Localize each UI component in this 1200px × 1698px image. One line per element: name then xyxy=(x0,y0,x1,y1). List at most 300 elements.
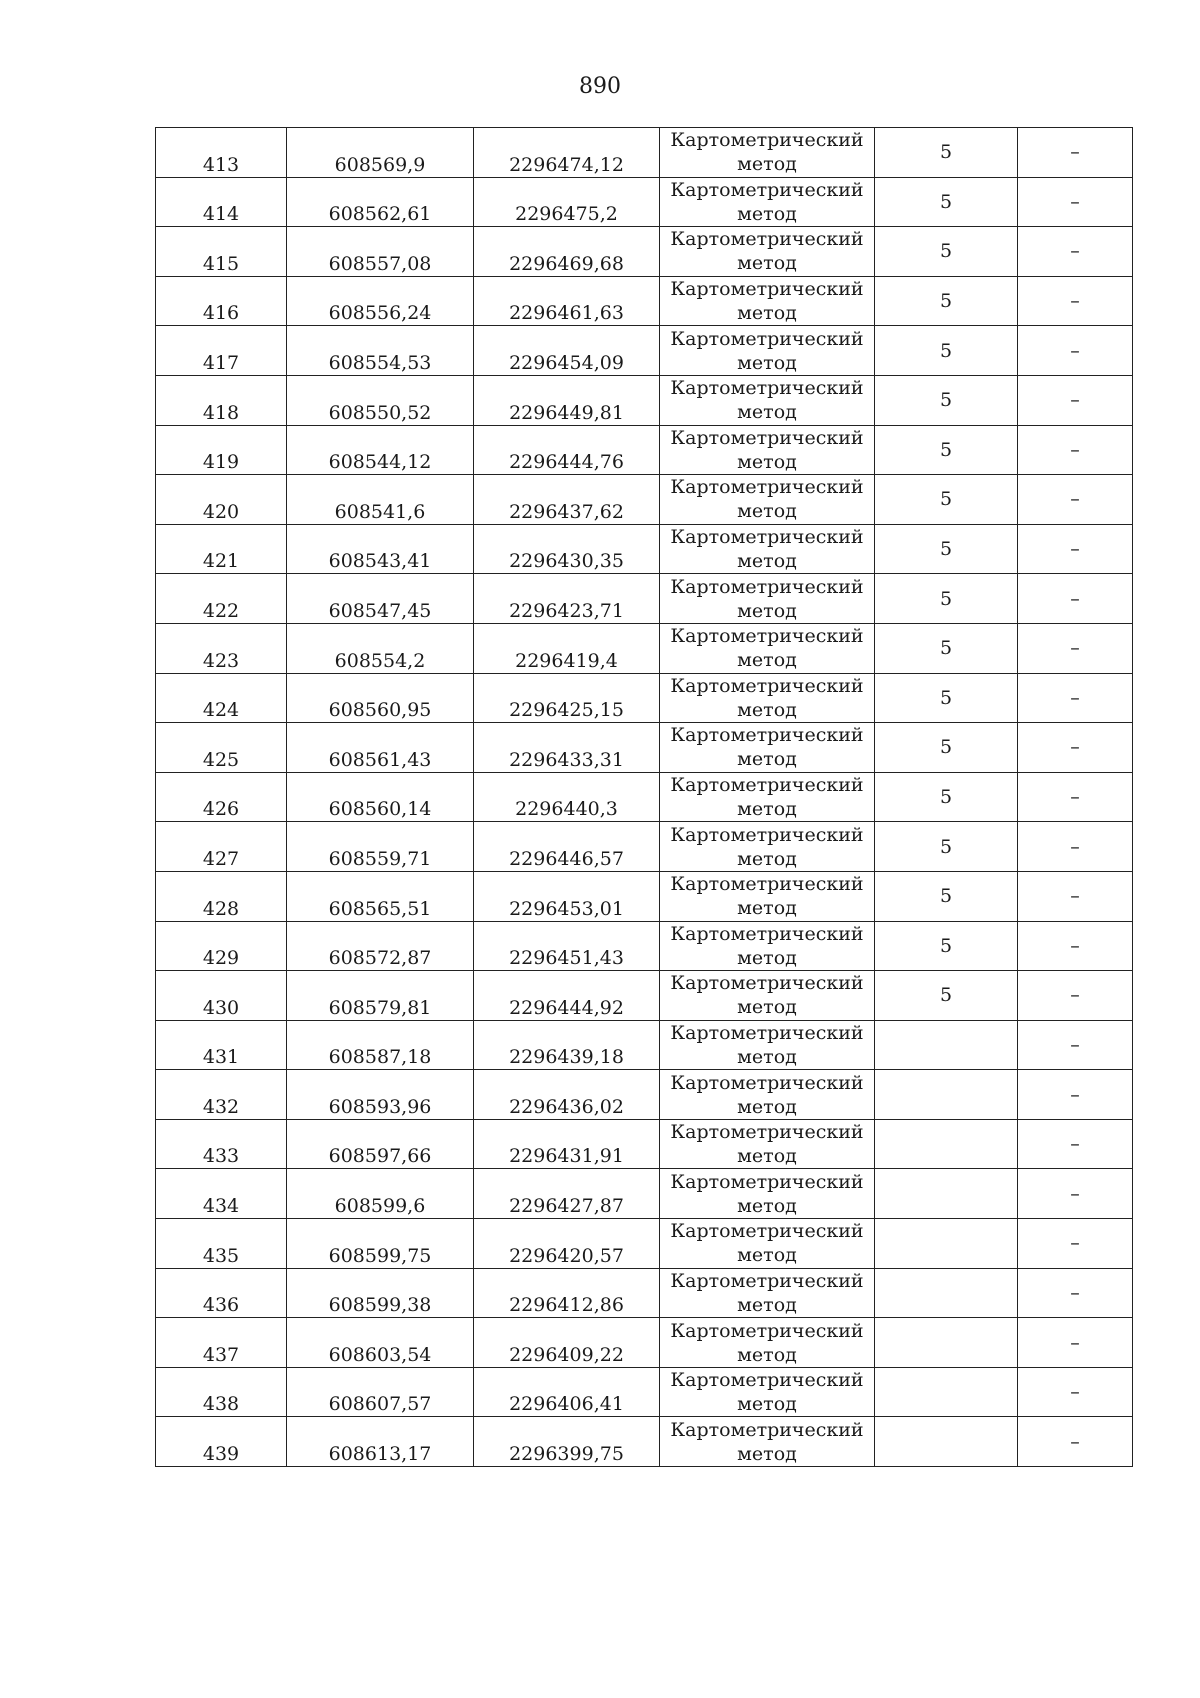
x-coordinate: 608593,96 xyxy=(328,1095,432,1118)
method-line-1: Картометрический xyxy=(670,873,864,896)
x-coordinate-cell xyxy=(287,971,474,1021)
x-coordinate: 608613,17 xyxy=(328,1443,432,1466)
table-row xyxy=(156,1268,1133,1318)
accuracy-cell xyxy=(875,574,1018,624)
point-number-cell xyxy=(156,1169,287,1219)
method-line-1: Картометрический xyxy=(670,1418,864,1441)
table-row xyxy=(156,1219,1133,1269)
x-coordinate-cell xyxy=(287,1417,474,1467)
accuracy-value: 5 xyxy=(939,736,953,759)
accuracy-value: 5 xyxy=(939,438,953,461)
y-coordinate: 2296433,31 xyxy=(509,748,624,771)
coordinates-table xyxy=(155,127,1133,1467)
method-line-2: метод xyxy=(737,599,797,622)
x-coordinate: 608554,2 xyxy=(334,649,426,672)
table-row xyxy=(156,177,1133,227)
y-coordinate: 2296430,35 xyxy=(509,550,624,573)
method-cell xyxy=(660,1070,875,1120)
note-value: – xyxy=(1070,1182,1080,1205)
note-cell xyxy=(1018,971,1133,1021)
method-cell xyxy=(660,822,875,872)
point-number-cell xyxy=(156,177,287,227)
x-coordinate-cell xyxy=(287,673,474,723)
y-coordinate-cell xyxy=(474,574,660,624)
y-coordinate-cell xyxy=(474,1318,660,1368)
method-line-2: метод xyxy=(737,450,797,473)
point-number-cell xyxy=(156,822,287,872)
accuracy-cell xyxy=(875,871,1018,921)
point-number-cell xyxy=(156,1119,287,1169)
table-row xyxy=(156,1169,1133,1219)
point-number: 419 xyxy=(202,451,240,474)
method-line-2: метод xyxy=(737,1343,797,1366)
y-coordinate: 2296439,18 xyxy=(509,1046,624,1069)
method-line-1: Картометрический xyxy=(670,476,864,499)
point-number: 424 xyxy=(202,699,240,722)
method-line-1: Картометрический xyxy=(670,674,864,697)
method-line-1: Картометрический xyxy=(670,178,864,201)
y-coordinate-cell xyxy=(474,971,660,1021)
y-coordinate: 2296412,86 xyxy=(509,1294,624,1317)
note-cell xyxy=(1018,1070,1133,1120)
x-coordinate: 608569,9 xyxy=(334,153,426,176)
point-number-cell xyxy=(156,1020,287,1070)
method-cell xyxy=(660,326,875,376)
x-coordinate-cell xyxy=(287,276,474,326)
table-row xyxy=(156,1318,1133,1368)
y-coordinate: 2296475,2 xyxy=(515,203,618,226)
y-coordinate: 2296425,15 xyxy=(509,699,624,722)
x-coordinate: 608543,41 xyxy=(328,550,432,573)
table-row xyxy=(156,772,1133,822)
method-line-2: метод xyxy=(737,996,797,1019)
y-coordinate-cell xyxy=(474,723,660,773)
x-coordinate: 608557,08 xyxy=(328,252,432,275)
note-value: – xyxy=(1070,786,1080,809)
x-coordinate: 608599,38 xyxy=(328,1294,432,1317)
accuracy-cell xyxy=(875,326,1018,376)
point-number-cell xyxy=(156,623,287,673)
accuracy-cell xyxy=(875,1268,1018,1318)
accuracy-cell xyxy=(875,1367,1018,1417)
method-line-2: метод xyxy=(737,1145,797,1168)
accuracy-cell xyxy=(875,1318,1018,1368)
method-line-2: метод xyxy=(737,550,797,573)
accuracy-cell xyxy=(875,822,1018,872)
x-coordinate: 608560,95 xyxy=(328,699,432,722)
method-line-1: Картометрический xyxy=(670,327,864,350)
x-coordinate: 608560,14 xyxy=(328,798,432,821)
note-cell xyxy=(1018,1318,1133,1368)
table-row xyxy=(156,227,1133,277)
x-coordinate-cell xyxy=(287,623,474,673)
y-coordinate-cell xyxy=(474,326,660,376)
point-number: 426 xyxy=(202,798,240,821)
accuracy-cell xyxy=(875,375,1018,425)
note-value: – xyxy=(1070,934,1080,957)
accuracy-value: 5 xyxy=(939,637,953,660)
method-line-2: метод xyxy=(737,1244,797,1267)
note-value: – xyxy=(1070,141,1080,164)
accuracy-cell xyxy=(875,177,1018,227)
note-cell xyxy=(1018,128,1133,178)
note-value: – xyxy=(1070,1033,1080,1056)
x-coordinate-cell xyxy=(287,425,474,475)
point-number: 434 xyxy=(202,1195,240,1218)
table-row xyxy=(156,623,1133,673)
y-coordinate-cell xyxy=(474,276,660,326)
x-coordinate-cell xyxy=(287,772,474,822)
x-coordinate-cell xyxy=(287,1119,474,1169)
x-coordinate-cell xyxy=(287,822,474,872)
page-number: 890 xyxy=(579,74,621,99)
note-value: – xyxy=(1070,1381,1080,1404)
point-number-cell xyxy=(156,524,287,574)
note-cell xyxy=(1018,871,1133,921)
method-line-2: метод xyxy=(737,202,797,225)
note-value: – xyxy=(1070,1430,1080,1453)
point-number: 433 xyxy=(202,1145,240,1168)
accuracy-cell xyxy=(875,128,1018,178)
note-value: – xyxy=(1070,1331,1080,1354)
x-coordinate-cell xyxy=(287,574,474,624)
point-number: 421 xyxy=(202,550,240,573)
point-number-cell xyxy=(156,227,287,277)
x-coordinate-cell xyxy=(287,1318,474,1368)
accuracy-cell xyxy=(875,227,1018,277)
accuracy-value: 5 xyxy=(939,835,953,858)
method-cell xyxy=(660,1268,875,1318)
method-line-2: метод xyxy=(737,798,797,821)
note-value: – xyxy=(1070,438,1080,461)
method-line-1: Картометрический xyxy=(670,774,864,797)
point-number: 418 xyxy=(202,401,240,424)
note-cell xyxy=(1018,921,1133,971)
x-coordinate-cell xyxy=(287,871,474,921)
note-value: – xyxy=(1070,1232,1080,1255)
method-line-2: метод xyxy=(737,698,797,721)
method-cell xyxy=(660,1020,875,1070)
x-coordinate: 608572,87 xyxy=(328,947,432,970)
point-number: 414 xyxy=(202,203,240,226)
point-number: 417 xyxy=(202,351,240,374)
point-number: 429 xyxy=(202,947,240,970)
point-number: 428 xyxy=(202,897,240,920)
note-cell xyxy=(1018,822,1133,872)
accuracy-value: 5 xyxy=(939,885,953,908)
accuracy-cell xyxy=(875,673,1018,723)
point-number-cell xyxy=(156,772,287,822)
method-line-2: метод xyxy=(737,847,797,870)
point-number-cell xyxy=(156,574,287,624)
x-coordinate-cell xyxy=(287,921,474,971)
x-coordinate: 608607,57 xyxy=(328,1393,432,1416)
note-cell xyxy=(1018,524,1133,574)
accuracy-cell xyxy=(875,723,1018,773)
table-row xyxy=(156,524,1133,574)
table-row xyxy=(156,1417,1133,1467)
note-cell xyxy=(1018,574,1133,624)
table-row xyxy=(156,326,1133,376)
y-coordinate-cell xyxy=(474,1417,660,1467)
x-coordinate: 608541,6 xyxy=(334,500,426,523)
point-number: 415 xyxy=(202,252,240,275)
point-number-cell xyxy=(156,673,287,723)
accuracy-value: 5 xyxy=(939,190,953,213)
y-coordinate-cell xyxy=(474,1268,660,1318)
y-coordinate: 2296474,12 xyxy=(509,153,624,176)
note-cell xyxy=(1018,326,1133,376)
accuracy-value: 5 xyxy=(939,686,953,709)
x-coordinate-cell xyxy=(287,1268,474,1318)
point-number-cell xyxy=(156,1268,287,1318)
method-cell xyxy=(660,1119,875,1169)
method-cell xyxy=(660,921,875,971)
y-coordinate-cell xyxy=(474,1070,660,1120)
method-line-1: Картометрический xyxy=(670,1220,864,1243)
y-coordinate-cell xyxy=(474,772,660,822)
point-number-cell xyxy=(156,326,287,376)
note-cell xyxy=(1018,1169,1133,1219)
table-row xyxy=(156,723,1133,773)
x-coordinate-cell xyxy=(287,1070,474,1120)
method-line-2: метод xyxy=(737,946,797,969)
point-number-cell xyxy=(156,971,287,1021)
point-number: 432 xyxy=(202,1095,240,1118)
note-value: – xyxy=(1070,488,1080,511)
y-coordinate: 2296469,68 xyxy=(509,252,624,275)
note-cell xyxy=(1018,1219,1133,1269)
accuracy-cell xyxy=(875,1020,1018,1070)
accuracy-value: 5 xyxy=(939,240,953,263)
table-row xyxy=(156,574,1133,624)
table-row xyxy=(156,1070,1133,1120)
point-number: 413 xyxy=(202,153,240,176)
x-coordinate: 608579,81 xyxy=(328,996,432,1019)
note-cell xyxy=(1018,177,1133,227)
x-coordinate: 608599,6 xyxy=(334,1195,426,1218)
note-value: – xyxy=(1070,637,1080,660)
method-line-1: Картометрический xyxy=(670,278,864,301)
x-coordinate: 608554,53 xyxy=(328,351,432,374)
note-value: – xyxy=(1070,190,1080,213)
accuracy-value: 5 xyxy=(939,290,953,313)
note-value: – xyxy=(1070,389,1080,412)
note-cell xyxy=(1018,673,1133,723)
method-line-2: метод xyxy=(737,748,797,771)
point-number: 431 xyxy=(202,1046,240,1069)
accuracy-cell xyxy=(875,475,1018,525)
method-line-1: Картометрический xyxy=(670,1319,864,1342)
note-value: – xyxy=(1070,290,1080,313)
method-line-1: Картометрический xyxy=(670,972,864,995)
accuracy-cell xyxy=(875,623,1018,673)
point-number: 416 xyxy=(202,302,240,325)
point-number: 422 xyxy=(202,599,240,622)
table-row xyxy=(156,1367,1133,1417)
y-coordinate-cell xyxy=(474,375,660,425)
method-cell xyxy=(660,574,875,624)
y-coordinate-cell xyxy=(474,475,660,525)
note-cell xyxy=(1018,425,1133,475)
point-number-cell xyxy=(156,276,287,326)
method-cell xyxy=(660,177,875,227)
method-line-1: Картометрический xyxy=(670,922,864,945)
x-coordinate: 608565,51 xyxy=(328,897,432,920)
point-number: 425 xyxy=(202,748,240,771)
table-row xyxy=(156,822,1133,872)
method-cell xyxy=(660,971,875,1021)
y-coordinate: 2296446,57 xyxy=(509,847,624,870)
method-line-2: метод xyxy=(737,649,797,672)
point-number-cell xyxy=(156,1367,287,1417)
method-line-1: Картометрический xyxy=(670,575,864,598)
y-coordinate: 2296437,62 xyxy=(509,500,624,523)
method-line-2: метод xyxy=(737,153,797,176)
y-coordinate: 2296420,57 xyxy=(509,1244,624,1267)
x-coordinate-cell xyxy=(287,227,474,277)
method-cell xyxy=(660,1367,875,1417)
x-coordinate-cell xyxy=(287,524,474,574)
method-line-2: метод xyxy=(737,302,797,325)
x-coordinate-cell xyxy=(287,375,474,425)
table-row xyxy=(156,971,1133,1021)
accuracy-value: 5 xyxy=(939,984,953,1007)
x-coordinate: 608597,66 xyxy=(328,1145,432,1168)
accuracy-value: 5 xyxy=(939,141,953,164)
x-coordinate: 608550,52 xyxy=(328,401,432,424)
method-line-1: Картометрический xyxy=(670,1121,864,1144)
accuracy-cell xyxy=(875,971,1018,1021)
x-coordinate-cell xyxy=(287,128,474,178)
note-cell xyxy=(1018,772,1133,822)
table-row xyxy=(156,425,1133,475)
accuracy-value: 5 xyxy=(939,339,953,362)
x-coordinate-cell xyxy=(287,1169,474,1219)
x-coordinate: 608599,75 xyxy=(328,1244,432,1267)
y-coordinate-cell xyxy=(474,1020,660,1070)
method-line-1: Картометрический xyxy=(670,1269,864,1292)
note-cell xyxy=(1018,1367,1133,1417)
y-coordinate: 2296461,63 xyxy=(509,302,624,325)
point-number: 435 xyxy=(202,1244,240,1267)
table-row xyxy=(156,128,1133,178)
point-number-cell xyxy=(156,723,287,773)
point-number: 436 xyxy=(202,1294,240,1317)
method-cell xyxy=(660,673,875,723)
y-coordinate-cell xyxy=(474,227,660,277)
method-cell xyxy=(660,128,875,178)
y-coordinate: 2296431,91 xyxy=(509,1145,624,1168)
x-coordinate: 608603,54 xyxy=(328,1343,432,1366)
note-cell xyxy=(1018,1119,1133,1169)
accuracy-value: 5 xyxy=(939,934,953,957)
point-number-cell xyxy=(156,1417,287,1467)
x-coordinate: 608561,43 xyxy=(328,748,432,771)
note-cell xyxy=(1018,276,1133,326)
note-value: – xyxy=(1070,984,1080,1007)
x-coordinate: 608547,45 xyxy=(328,599,432,622)
method-cell xyxy=(660,276,875,326)
method-line-1: Картометрический xyxy=(670,1021,864,1044)
table-row xyxy=(156,475,1133,525)
table-row xyxy=(156,276,1133,326)
y-coordinate-cell xyxy=(474,128,660,178)
y-coordinate-cell xyxy=(474,673,660,723)
point-number-cell xyxy=(156,871,287,921)
accuracy-value: 5 xyxy=(939,786,953,809)
method-cell xyxy=(660,227,875,277)
method-line-1: Картометрический xyxy=(670,625,864,648)
y-coordinate: 2296453,01 xyxy=(509,897,624,920)
coordinates-table-body xyxy=(156,128,1133,1467)
y-coordinate: 2296440,3 xyxy=(515,798,618,821)
point-number-cell xyxy=(156,425,287,475)
method-line-2: метод xyxy=(737,252,797,275)
accuracy-value: 5 xyxy=(939,389,953,412)
note-value: – xyxy=(1070,587,1080,610)
point-number-cell xyxy=(156,475,287,525)
method-cell xyxy=(660,1318,875,1368)
y-coordinate-cell xyxy=(474,524,660,574)
table-row xyxy=(156,1119,1133,1169)
method-line-2: метод xyxy=(737,1293,797,1316)
method-line-1: Картометрический xyxy=(670,377,864,400)
x-coordinate-cell xyxy=(287,177,474,227)
table-row xyxy=(156,871,1133,921)
accuracy-cell xyxy=(875,425,1018,475)
y-coordinate-cell xyxy=(474,177,660,227)
y-coordinate: 2296419,4 xyxy=(515,649,618,672)
y-coordinate-cell xyxy=(474,871,660,921)
note-value: – xyxy=(1070,835,1080,858)
point-number: 423 xyxy=(202,649,240,672)
method-cell xyxy=(660,524,875,574)
point-number: 427 xyxy=(202,847,240,870)
table-row xyxy=(156,1020,1133,1070)
method-line-1: Картометрический xyxy=(670,1369,864,1392)
note-value: – xyxy=(1070,736,1080,759)
y-coordinate: 2296399,75 xyxy=(509,1443,624,1466)
y-coordinate: 2296436,02 xyxy=(509,1095,624,1118)
point-number-cell xyxy=(156,1070,287,1120)
method-line-1: Картометрический xyxy=(670,129,864,152)
note-value: – xyxy=(1070,1133,1080,1156)
y-coordinate-cell xyxy=(474,1119,660,1169)
point-number: 437 xyxy=(202,1343,240,1366)
point-number: 420 xyxy=(202,500,240,523)
method-line-2: метод xyxy=(737,1045,797,1068)
method-line-2: метод xyxy=(737,1393,797,1416)
y-coordinate-cell xyxy=(474,921,660,971)
method-line-2: метод xyxy=(737,351,797,374)
method-line-1: Картометрический xyxy=(670,823,864,846)
accuracy-value: 5 xyxy=(939,488,953,511)
y-coordinate: 2296444,92 xyxy=(509,996,624,1019)
method-line-2: метод xyxy=(737,401,797,424)
method-line-1: Картометрический xyxy=(670,526,864,549)
note-value: – xyxy=(1070,538,1080,561)
y-coordinate-cell xyxy=(474,425,660,475)
x-coordinate: 608587,18 xyxy=(328,1046,432,1069)
accuracy-cell xyxy=(875,1119,1018,1169)
y-coordinate: 2296406,41 xyxy=(509,1393,624,1416)
note-cell xyxy=(1018,1268,1133,1318)
y-coordinate-cell xyxy=(474,1367,660,1417)
table-row xyxy=(156,375,1133,425)
note-cell xyxy=(1018,1020,1133,1070)
note-cell xyxy=(1018,623,1133,673)
